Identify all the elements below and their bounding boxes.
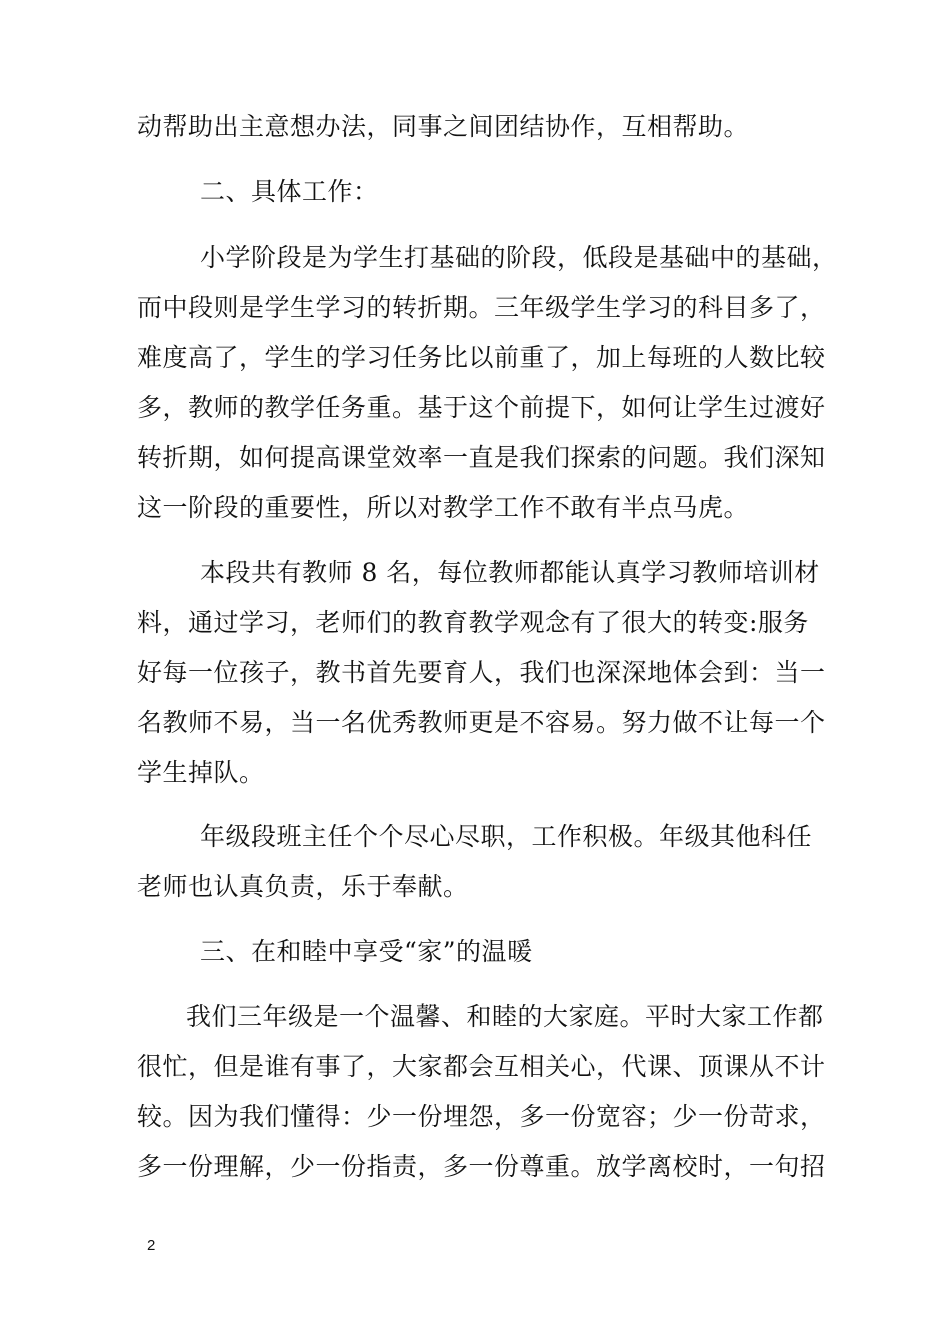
text-line: 多一份理解，少一份指责，多一份尊重。放学离校时，一句招 [137, 1152, 826, 1181]
section-heading: 三、在和睦中享受“家”的温暖 [200, 937, 533, 966]
text-line: 很忙，但是谁有事了，大家都会互相关心，代课、顶课从不计 [137, 1052, 826, 1081]
text-line: 多，教师的教学任务重。基于这个前提下，如何让学生过渡好 [137, 393, 826, 422]
page-number: 2 [147, 1237, 156, 1254]
text-line: 动帮助出主意想办法，同事之间团结协作，互相帮助。 [137, 112, 750, 141]
section-heading: 二、具体工作： [200, 177, 379, 206]
text-line: 年级段班主任个个尽心尽职，工作积极。年级其他科任 [200, 822, 813, 851]
text-line: 较。因为我们懂得：少一份埋怨，多一份宽容；少一份苛求， [137, 1102, 826, 1131]
text-line: 本段共有教师 8 名，每位教师都能认真学习教师培训材 [200, 558, 820, 587]
text-line: 难度高了，学生的学习任务比以前重了，加上每班的人数比较 [137, 343, 826, 372]
text-line: 小学阶段是为学生打基础的阶段，低段是基础中的基础， [200, 243, 838, 272]
text-line: 这一阶段的重要性，所以对教学工作不敢有半点马虎。 [137, 493, 750, 522]
text-line: 老师也认真负责，乐于奉献。 [137, 872, 469, 901]
text-line: 名教师不易，当一名优秀教师更是不容易。努力做不让每一个 [137, 708, 826, 737]
text-line: 转折期，如何提高课堂效率一直是我们探索的问题。我们深知 [137, 443, 826, 472]
text-line: 而中段则是学生学习的转折期。三年级学生学习的科目多了， [137, 293, 826, 322]
text-line: 好每一位孩子，教书首先要育人，我们也深深地体会到：当一 [137, 658, 826, 687]
text-line: 我们三年级是一个温馨、和睦的大家庭。平时大家工作都 [186, 1002, 824, 1031]
text-line: 料，通过学习，老师们的教育教学观念有了很大的转变:服务 [137, 608, 809, 637]
text-line: 学生掉队。 [137, 758, 265, 787]
